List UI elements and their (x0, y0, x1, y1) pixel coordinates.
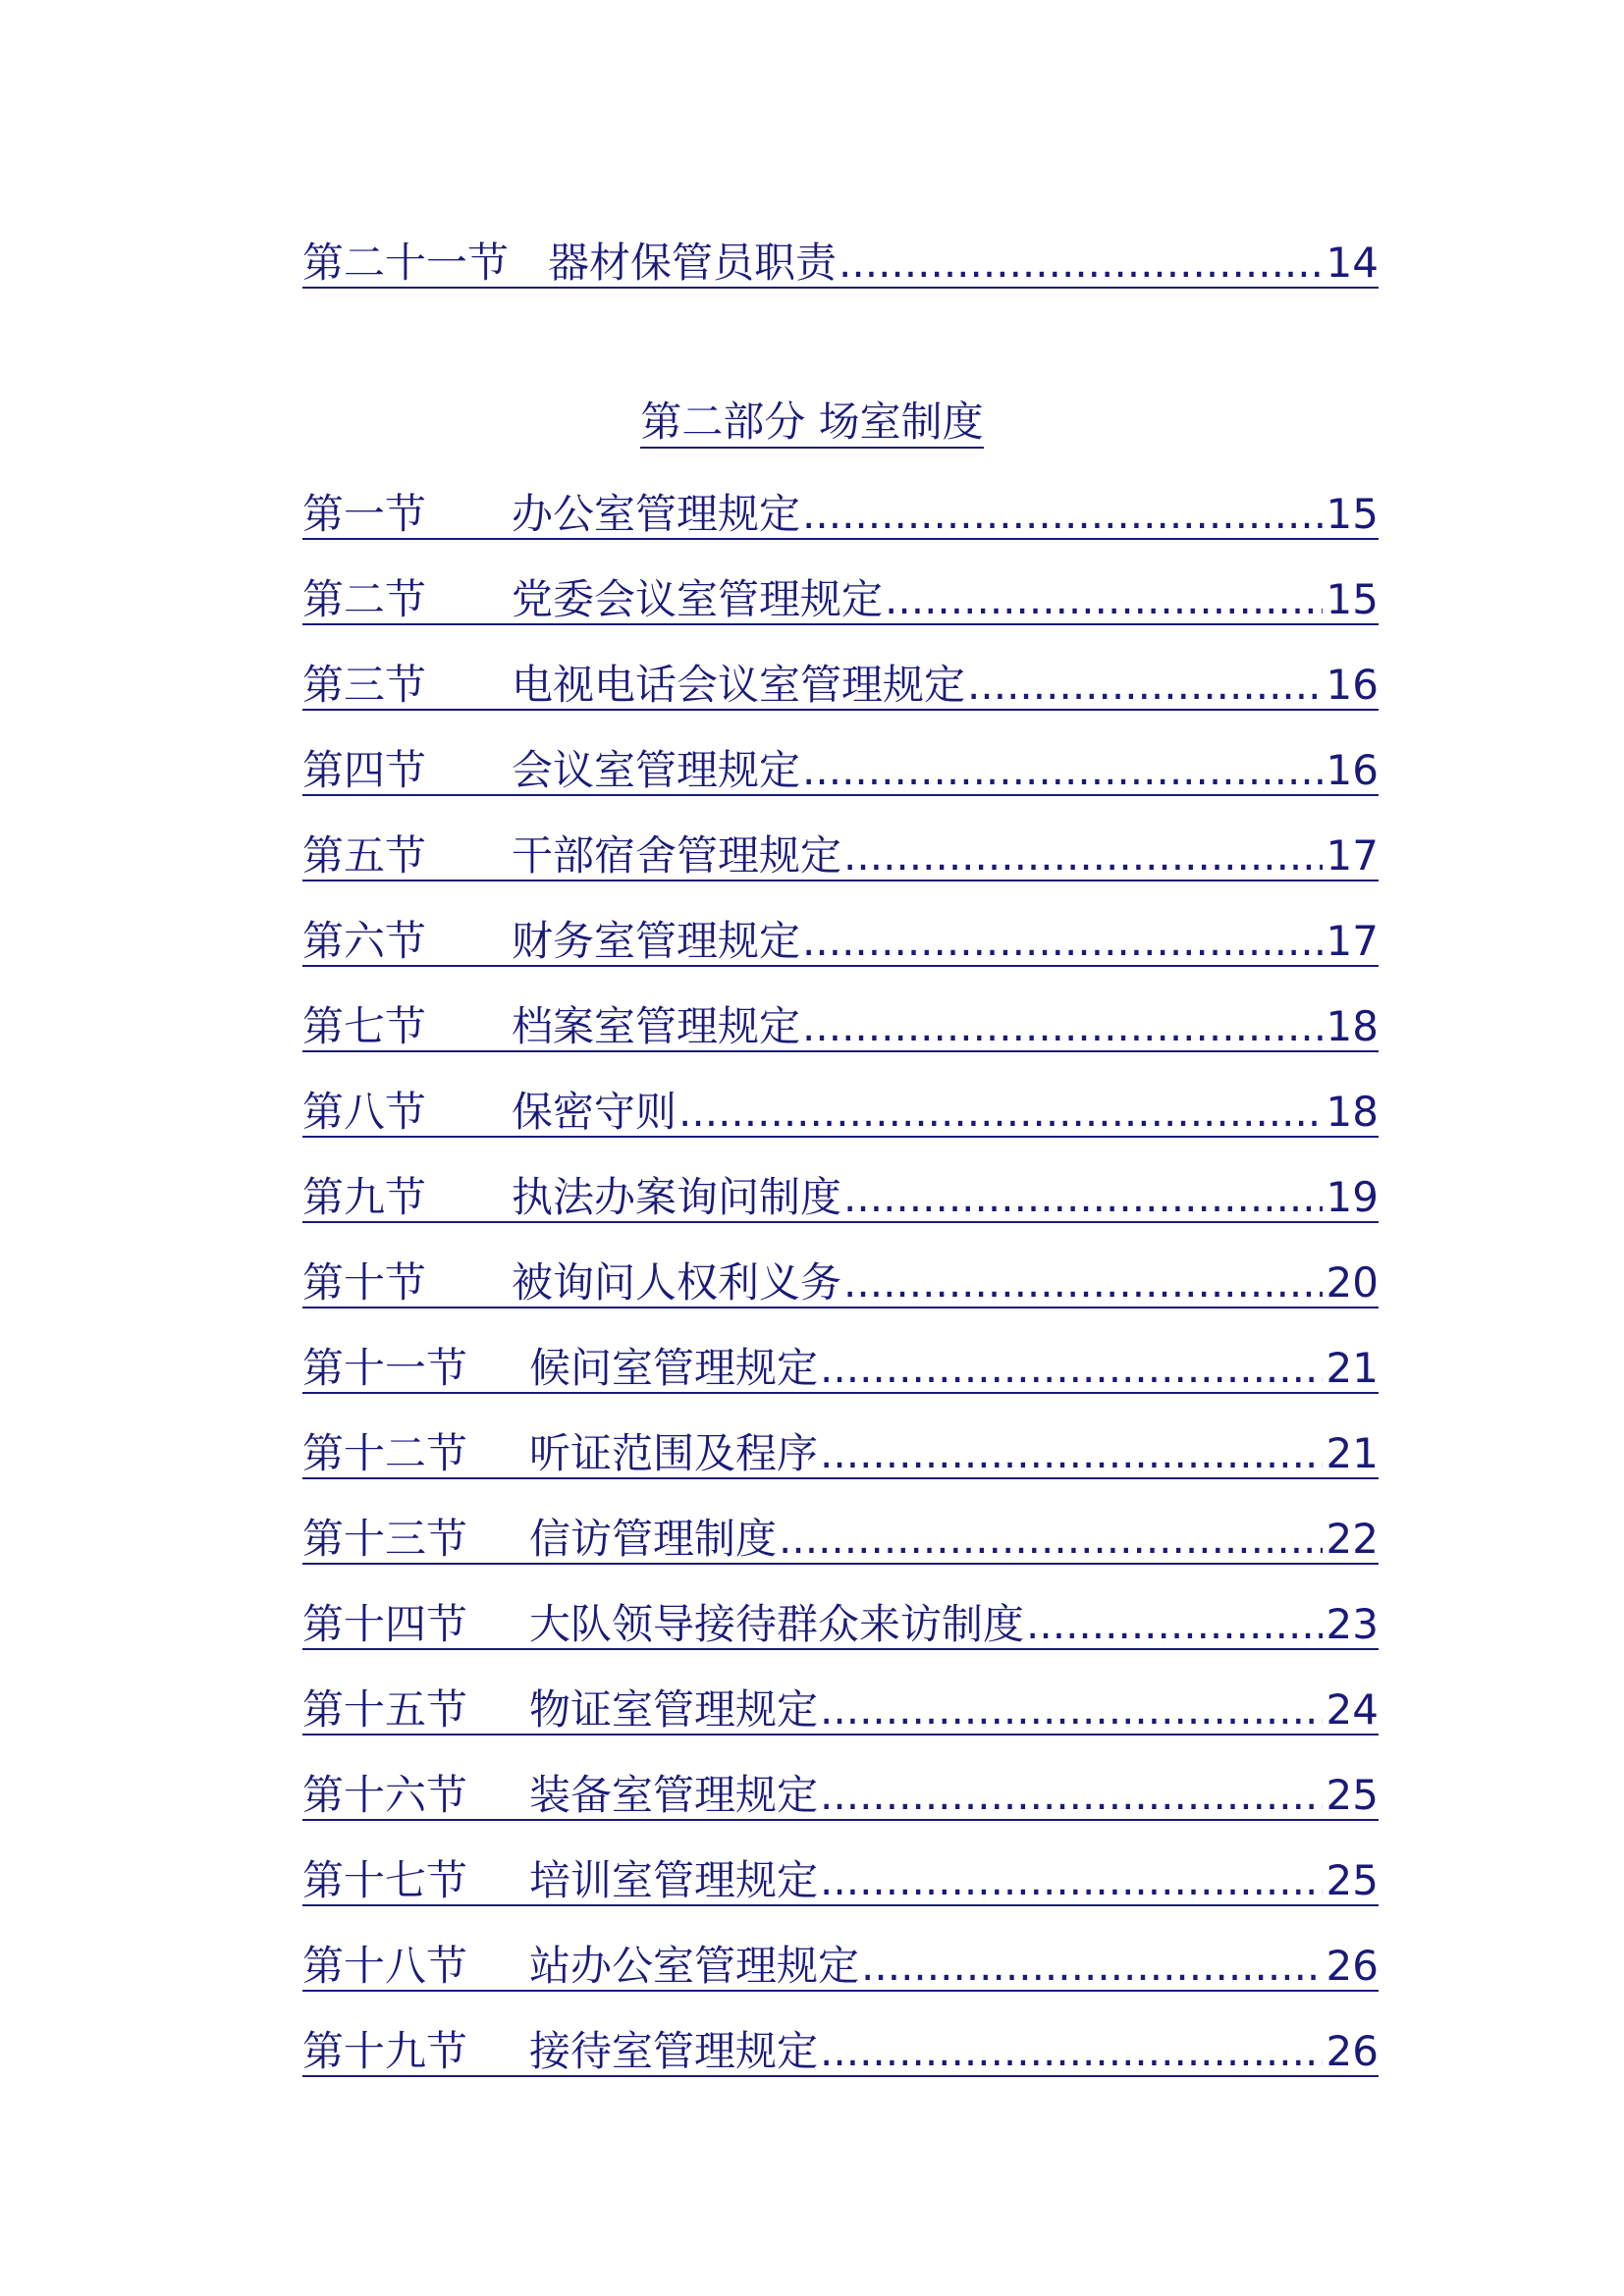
toc-leader-dots (800, 491, 1323, 538)
toc-leader-dots (965, 662, 1323, 709)
toc-entry-page: 21 (1326, 1429, 1379, 1477)
toc-entry-title: 信访管理制度 (529, 1515, 778, 1563)
toc-entry[interactable] (302, 1593, 1379, 1650)
toc-leader-dots (818, 2028, 1323, 2075)
toc-entry-page: 26 (1326, 1942, 1379, 1990)
toc-leader-dots (837, 240, 1323, 287)
toc-entry-title: 装备室管理规定 (529, 1771, 819, 1819)
toc-entry[interactable] (302, 483, 1379, 540)
toc-leader-dots (841, 832, 1323, 880)
toc-entry[interactable] (302, 1508, 1379, 1565)
toc-entry-page: 17 (1326, 831, 1379, 880)
toc-entry-number: 第十八节 (302, 1942, 468, 1990)
toc-entry[interactable] (302, 1252, 1379, 1308)
toc-leader-dots (800, 1003, 1323, 1050)
toc-leader-dots (818, 1345, 1323, 1392)
toc-entry-number: 第十二节 (302, 1429, 468, 1477)
toc-entry-number: 第一节 (302, 490, 427, 538)
toc-entry-title: 物证室管理规定 (529, 1685, 819, 1734)
toc-entry-page: 15 (1326, 490, 1379, 538)
toc-entry[interactable] (302, 1679, 1379, 1735)
toc-leader-dots (818, 1430, 1323, 1477)
toc-entry-number: 第六节 (302, 917, 427, 965)
toc-entry-page: 19 (1326, 1173, 1379, 1221)
section-heading (0, 395, 1624, 450)
toc-entry-title: 执法办案询问制度 (512, 1173, 842, 1221)
toc-entry[interactable] (302, 1422, 1379, 1479)
toc-entry-page: 17 (1326, 917, 1379, 965)
toc-entry-title: 干部宿舍管理规定 (512, 831, 842, 880)
toc-entry-page: 22 (1326, 1515, 1379, 1563)
toc-entry-title: 候问室管理规定 (529, 1344, 819, 1392)
toc-entry-number: 第十节 (302, 1258, 427, 1307)
toc-entry[interactable] (302, 1764, 1379, 1821)
toc-entry-number: 第二节 (302, 575, 427, 623)
toc-entry-title: 器材保管员职责 (548, 239, 838, 287)
toc-entry-number: 第十六节 (302, 1771, 468, 1819)
toc-entry-title: 大队领导接待群众来访制度 (529, 1600, 1025, 1648)
toc-entry-number: 第十一节 (302, 1344, 468, 1392)
toc-entry[interactable] (302, 739, 1379, 796)
toc-entry-title: 听证范围及程序 (529, 1429, 819, 1477)
section-heading-link[interactable]: 第二部分 场室制度 (640, 398, 983, 449)
toc-entry-page: 14 (1326, 239, 1379, 287)
toc-entry-page: 23 (1326, 1600, 1379, 1648)
toc-entry-title: 档案室管理规定 (512, 1002, 801, 1050)
toc-entry-page: 26 (1326, 2027, 1379, 2075)
toc-leader-dots (777, 1516, 1323, 1563)
toc-entry-number: 第九节 (302, 1173, 427, 1221)
toc-entry[interactable] (302, 1081, 1379, 1138)
toc-entry-number: 第十九节 (302, 2027, 468, 2075)
toc-entry-title: 办公室管理规定 (512, 490, 801, 538)
toc-entry[interactable] (302, 995, 1379, 1052)
toc-entry[interactable] (302, 1935, 1379, 1992)
toc-leader-dots (883, 576, 1323, 623)
toc-entry-title: 站办公室管理规定 (529, 1942, 860, 1990)
toc-entry-title: 会议室管理规定 (512, 746, 801, 794)
toc-entry-number: 第七节 (302, 1002, 427, 1050)
toc-entry-number: 第四节 (302, 746, 427, 794)
toc-entry[interactable] (302, 1849, 1379, 1906)
toc-leader-dots (800, 747, 1323, 794)
toc-leader-dots (800, 918, 1323, 965)
toc-entry-number: 第二十一节 (302, 239, 510, 287)
toc-entry[interactable] (302, 2020, 1379, 2077)
toc-entry-number: 第三节 (302, 661, 427, 709)
toc-entry-page: 20 (1326, 1258, 1379, 1307)
toc-entry-number: 第十五节 (302, 1685, 468, 1734)
toc-entry-title: 保密守则 (512, 1088, 677, 1136)
toc-leader-dots (841, 1259, 1323, 1307)
toc-entry[interactable] (302, 910, 1379, 967)
toc-leader-dots (818, 1772, 1323, 1819)
toc-entry-page: 15 (1326, 575, 1379, 623)
toc-entry-number: 第五节 (302, 831, 427, 880)
toc-entry[interactable] (302, 1166, 1379, 1223)
toc-entry-title: 接待室管理规定 (529, 2027, 819, 2075)
toc-entry-page: 24 (1326, 1685, 1379, 1734)
toc-entry[interactable] (302, 825, 1379, 881)
toc-entry-top[interactable] (302, 232, 1379, 289)
toc-entry[interactable] (302, 568, 1379, 625)
toc-entry-page: 21 (1326, 1344, 1379, 1392)
toc-entry-page: 25 (1326, 1856, 1379, 1904)
toc-entry-page: 18 (1326, 1002, 1379, 1050)
toc-leader-dots (818, 1686, 1323, 1734)
toc-leader-dots (841, 1174, 1323, 1221)
toc-entry[interactable] (302, 654, 1379, 711)
toc-entry-title: 电视电话会议室管理规定 (512, 661, 966, 709)
toc-entry-page: 25 (1326, 1771, 1379, 1819)
toc-leader-dots (818, 1857, 1323, 1904)
toc-entry-number: 第十四节 (302, 1600, 468, 1648)
toc-entry-number: 第十三节 (302, 1515, 468, 1563)
toc-entry-title: 培训室管理规定 (529, 1856, 819, 1904)
toc-entry-page: 16 (1326, 746, 1379, 794)
toc-entry-number: 第十七节 (302, 1856, 468, 1904)
toc-entry[interactable] (302, 1337, 1379, 1394)
toc-entry-title: 被询问人权利义务 (512, 1258, 842, 1307)
toc-entry-number: 第八节 (302, 1088, 427, 1136)
toc-leader-dots (859, 1943, 1323, 1990)
toc-entry-page: 16 (1326, 661, 1379, 709)
toc-entry-title: 财务室管理规定 (512, 917, 801, 965)
toc-entry-page: 18 (1326, 1088, 1379, 1136)
toc-entry-title: 党委会议室管理规定 (512, 575, 884, 623)
toc-leader-dots (677, 1089, 1323, 1136)
toc-leader-dots (1024, 1601, 1323, 1648)
